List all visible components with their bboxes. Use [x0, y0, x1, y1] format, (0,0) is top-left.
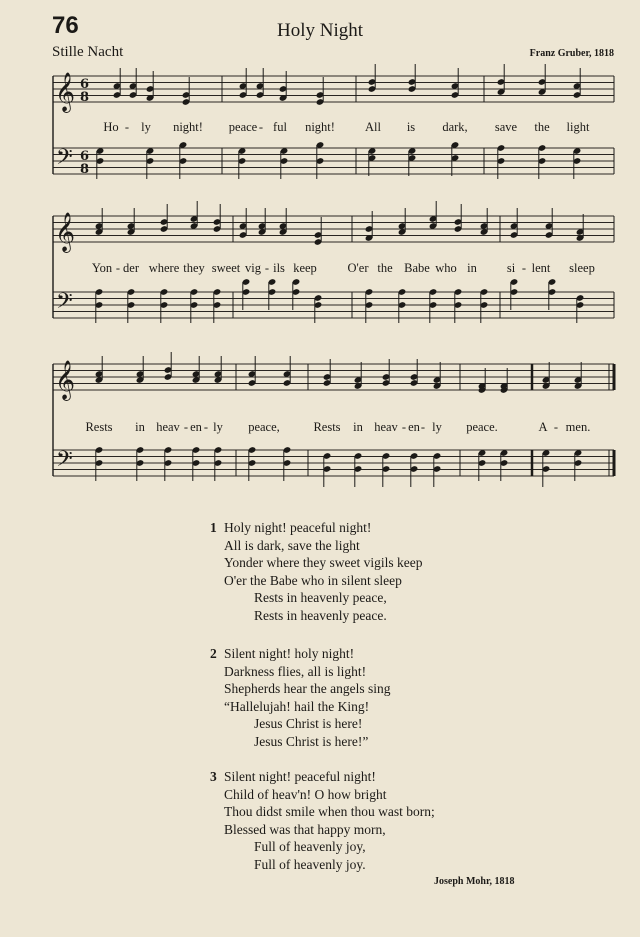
verse-line: Full of heavenly joy,	[254, 839, 366, 855]
lyric-syllable: ly	[213, 420, 223, 434]
lyric-syllable: -	[553, 420, 559, 434]
time-signature: 8	[80, 90, 90, 105]
lyric-syllable: heav	[374, 420, 398, 434]
lyric-syllable: Rests	[85, 420, 113, 434]
lyric-syllable: -	[203, 420, 209, 434]
bass-clef-icon: 𝄢	[56, 145, 73, 175]
lyric-syllable: -	[420, 420, 426, 434]
verse-3	[210, 768, 435, 874]
verse-line: Shepherds hear the angels sing	[224, 681, 391, 697]
lyric-syllable: keep	[293, 261, 317, 275]
time-signature: 8	[80, 162, 90, 177]
verse-line: Rests in heavenly peace,	[254, 590, 387, 606]
composer-credit: Franz Gruber, 1818	[529, 48, 614, 59]
tune-name: Stille Nacht	[52, 44, 124, 60]
treble-clef-icon: 𝄞	[55, 212, 76, 252]
bass-clef-icon: 𝄢	[56, 289, 73, 319]
lyric-syllable: lent	[531, 261, 551, 275]
lyric-syllable: Babe	[404, 261, 430, 275]
lyric-syllable: -	[124, 120, 130, 134]
lyric-syllable: peace.	[466, 420, 498, 434]
verse-1	[210, 519, 423, 625]
hymn-number: 76	[52, 12, 79, 39]
lyric-syllable: peace,	[248, 420, 280, 434]
lyric-syllable: Rests	[313, 420, 341, 434]
lyric-syllable: who	[435, 261, 457, 275]
lyric-syllable: the	[377, 261, 393, 275]
time-signature: 6	[80, 77, 90, 92]
lyric-syllable: dark,	[442, 120, 468, 134]
lyric-syllable: si	[506, 261, 516, 275]
lyric-syllable: in	[467, 261, 477, 275]
lyric-line-1	[0, 120, 640, 136]
verse-line: Blessed was that happy morn,	[224, 821, 386, 837]
lyric-syllable: der	[123, 261, 139, 275]
verse-line: Child of heav'n! O how bright	[224, 786, 387, 802]
verse-line: Yonder where they sweet vigils keep	[224, 555, 423, 571]
lyric-syllable: ly	[141, 120, 151, 134]
lyric-syllable: Ho	[103, 120, 119, 134]
lyric-syllable: they	[183, 261, 205, 275]
lyric-syllable: night!	[305, 120, 335, 134]
verse-line: Holy night! peaceful night!	[224, 520, 372, 535]
bass-clef-icon: 𝄢	[56, 447, 73, 477]
lyric-syllable: en	[408, 420, 420, 434]
lyric-syllable: ful	[273, 120, 287, 134]
author-credit: Joseph Mohr, 1818	[434, 876, 515, 887]
lyric-syllable: is	[406, 120, 416, 134]
verse-line: Jesus Christ is here!	[254, 716, 363, 732]
lyric-syllable: -	[401, 420, 407, 434]
lyric-syllable: ils	[273, 261, 285, 275]
verse-line: Darkness flies, all is light!	[224, 663, 367, 679]
lyric-syllable: A	[538, 420, 548, 434]
lyric-syllable: men.	[565, 420, 591, 434]
lyric-syllable: Yon	[91, 261, 113, 275]
lyric-line-2	[0, 261, 640, 277]
verse-line: Thou didst smile when thou wast born;	[224, 804, 435, 820]
verse-line: O'er the Babe who in silent sleep	[224, 572, 402, 588]
verse-number: 3	[210, 769, 217, 784]
lyric-syllable: in	[353, 420, 363, 434]
lyric-syllable: -	[264, 261, 270, 275]
verse-line: Full of heavenly joy.	[254, 856, 366, 872]
verse-number: 2	[210, 646, 217, 661]
time-signature: 6	[80, 149, 90, 164]
verse-line: Silent night! peaceful night!	[224, 769, 376, 784]
verse-line: Rests in heavenly peace.	[254, 607, 387, 623]
treble-clef-icon: 𝄞	[55, 72, 76, 112]
lyric-syllable: peace	[228, 120, 258, 134]
lyric-syllable: heav	[156, 420, 180, 434]
lyric-syllable: All	[365, 120, 381, 134]
lyric-syllable: O'er	[347, 261, 369, 275]
lyric-syllable: vig	[245, 261, 261, 275]
lyric-syllable: light	[566, 120, 590, 134]
treble-clef-icon: 𝄞	[55, 360, 76, 400]
lyric-syllable: sweet	[211, 261, 241, 275]
lyric-syllable: en	[190, 420, 202, 434]
lyric-syllable: the	[534, 120, 550, 134]
verse-line: “Hallelujah! hail the King!	[224, 698, 370, 714]
lyric-line-3	[0, 420, 640, 436]
lyric-syllable: night!	[173, 120, 203, 134]
verse-2	[210, 645, 391, 751]
lyric-syllable: where	[148, 261, 180, 275]
verse-line: Silent night! holy night!	[224, 646, 355, 661]
verse-line: All is dark, save the light	[224, 537, 360, 553]
lyric-syllable: save	[494, 120, 518, 134]
lyric-syllable: -	[115, 261, 121, 275]
lyric-syllable: sleep	[569, 261, 595, 275]
hymn-title: Holy Night	[276, 20, 364, 41]
lyric-syllable: -	[258, 120, 264, 134]
lyric-syllable: in	[135, 420, 145, 434]
verse-number: 1	[210, 520, 217, 535]
lyric-syllable: ly	[432, 420, 442, 434]
verse-line: Jesus Christ is here!”	[254, 733, 369, 749]
lyric-syllable: -	[183, 420, 189, 434]
lyric-syllable: -	[521, 261, 527, 275]
